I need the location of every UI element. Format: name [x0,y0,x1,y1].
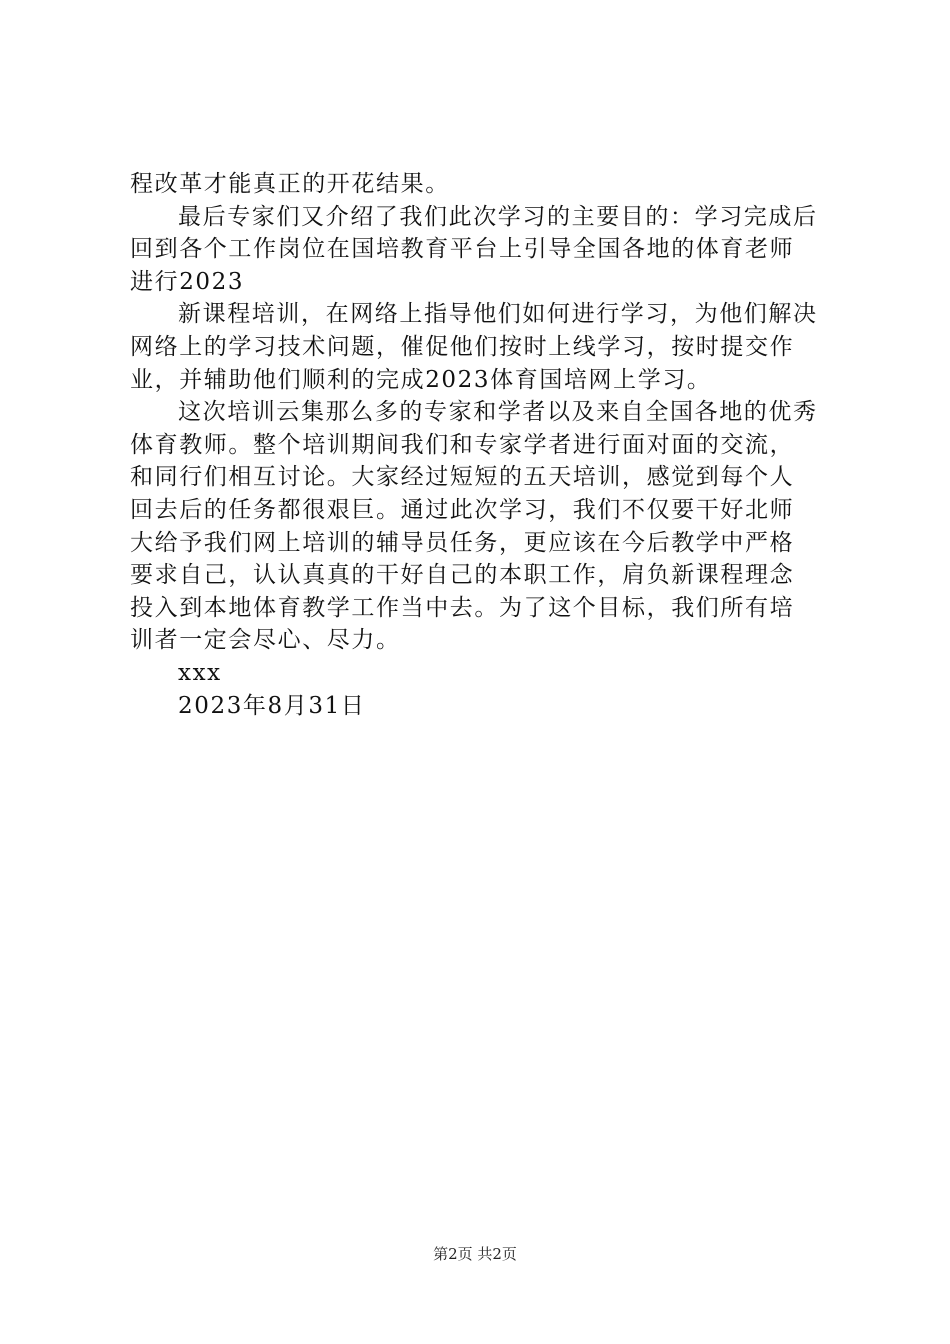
body-line-3: 回到各个工作岗位在国培教育平台上引导全国各地的体育老师 [130,236,795,263]
body-line-9: 体育教师。整个培训期间我们和专家学者进行面对面的交流， [130,431,795,458]
body-line-4: 进行2023 [130,268,245,295]
body-line-7: 业，并辅助他们顺利的完成2023体育国培网上学习。 [130,366,712,393]
signature-name: xxx [178,659,222,686]
body-line-10: 和同行们相互讨论。大家经过短短的五天培训，感觉到每个人 [130,464,795,491]
signature-date: 2023年8月31日 [178,692,366,719]
document-body [130,168,840,722]
body-line-6: 网络上的学习技术问题，催促他们按时上线学习，按时提交作 [130,333,795,360]
body-line-1: 程改革才能真正的开花结果。 [130,171,450,197]
body-line-8: 这次培训云集那么多的专家和学者以及来自全国各地的优秀 [178,399,818,426]
body-line-13: 要求自己，认认真真的干好自己的本职工作，肩负新课程理念 [130,562,795,589]
body-line-14: 投入到本地体育教学工作当中去。为了这个目标，我们所有培 [130,594,795,621]
page-number-footer: 第2页 共2页 [433,1245,517,1263]
body-line-15: 训者一定会尽心、尽力。 [130,627,401,654]
body-line-12: 大给予我们网上培训的辅导员任务，更应该在今后教学中严格 [130,529,795,556]
body-line-5: 新课程培训，在网络上指导他们如何进行学习，为他们解决 [178,301,818,328]
body-line-2: 最后专家们又介绍了我们此次学习的主要目的：学习完成后 [178,203,818,230]
body-line-11: 回去后的任务都很艰巨。通过此次学习，我们不仅要干好北师 [130,496,795,523]
